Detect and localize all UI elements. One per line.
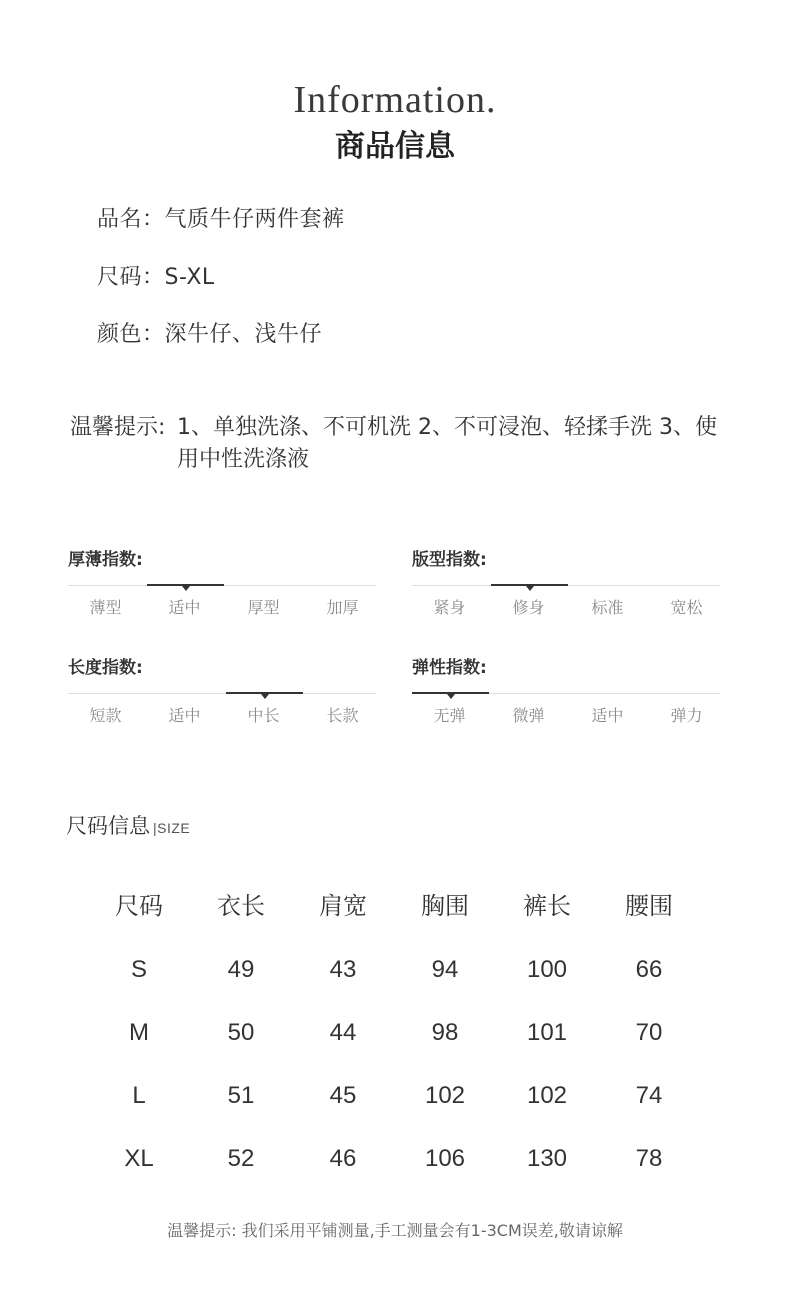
size-table-cell: L: [132, 1082, 146, 1109]
size-table-cell: 46: [329, 1145, 357, 1172]
info-label: 尺码：: [97, 265, 165, 290]
index-option: 适中: [168, 706, 201, 725]
info-value: 深牛仔、浅牛仔: [164, 322, 323, 347]
size-table-header-cell: 尺码: [115, 893, 163, 920]
size-table-cell: 102: [424, 1082, 466, 1109]
index-option: 长款: [326, 706, 359, 725]
size-table-header-row: [88, 875, 700, 938]
index-option: 适中: [591, 706, 624, 725]
size-table-header-cell: 衣长: [217, 893, 265, 920]
size-section-heading: [66, 812, 190, 842]
size-table-cell: 51: [227, 1082, 255, 1109]
size-table-header-cell: 裤长: [523, 893, 571, 920]
size-table-cell: S: [130, 956, 147, 983]
size-table-cell: 98: [431, 1019, 459, 1046]
size-table-cell: 66: [635, 956, 663, 983]
title-chinese: 商品信息: [335, 129, 455, 164]
index-option: 宽松: [670, 598, 703, 617]
size-section-title: 尺码信息: [66, 814, 150, 838]
index-title: 弹性指数:: [412, 658, 487, 678]
index-option: 无弹: [433, 706, 466, 725]
info-label: 颜色：: [97, 322, 165, 347]
size-table-cell: 130: [526, 1145, 568, 1172]
info-row-color: [97, 321, 322, 349]
size-table-cell: 101: [526, 1019, 568, 1046]
pointer-triangle-icon: [182, 586, 190, 591]
size-table-cell: 44: [329, 1019, 357, 1046]
info-row-size-range: [97, 264, 215, 292]
pointer-triangle-icon: [526, 586, 534, 591]
size-table-cell: 94: [431, 956, 459, 983]
index-option: 加厚: [326, 598, 359, 617]
title-english: Information.: [293, 79, 497, 121]
measurement-note: 温馨提示: 我们采用平铺测量,手工测量会有1-3CM误差,敬请谅解: [167, 1221, 623, 1240]
care-tip-line: 用中性洗涤液: [177, 447, 310, 472]
size-table-cell: 106: [424, 1145, 466, 1172]
index-option: 弹力: [670, 706, 703, 725]
size-section-subtitle: |SIZE: [153, 820, 191, 836]
index-option: 修身: [512, 598, 545, 617]
index-group-elasticity: [410, 656, 726, 736]
size-table-cell: 100: [526, 956, 568, 983]
size-table-cell: XL: [124, 1145, 154, 1172]
info-label: 品名：: [97, 207, 165, 232]
size-table-cell: M: [129, 1019, 149, 1046]
size-table-header-cell: 胸围: [421, 893, 469, 920]
size-table-cell: 49: [227, 956, 255, 983]
care-tip-label: 温馨提示:: [70, 415, 166, 440]
size-table-row: [88, 938, 700, 1001]
size-table-cell: 70: [635, 1019, 663, 1046]
index-scale-rule: [68, 693, 376, 694]
index-option: 厚型: [247, 598, 280, 617]
pointer-triangle-icon: [261, 694, 269, 699]
size-table-header-cell: 肩宽: [319, 893, 367, 920]
size-table-cell: 74: [635, 1082, 663, 1109]
info-value: S-XL: [164, 265, 215, 290]
index-group-fit: [410, 548, 726, 628]
info-value: 气质牛仔两件套裤: [164, 207, 345, 232]
index-title: 版型指数:: [412, 550, 487, 570]
size-table: [88, 875, 700, 1190]
index-group-length: [66, 656, 382, 736]
size-table-cell: 78: [635, 1145, 663, 1172]
index-title: 长度指数:: [68, 658, 143, 678]
size-table-row: [88, 1064, 700, 1127]
index-option: 中长: [247, 706, 280, 725]
size-table-cell: 43: [329, 956, 357, 983]
size-table-cell: 50: [227, 1019, 255, 1046]
index-option: 薄型: [89, 598, 122, 617]
size-table-cell: 45: [329, 1082, 357, 1109]
size-table-cell: 52: [227, 1145, 255, 1172]
index-option: 微弹: [512, 706, 545, 725]
pointer-triangle-icon: [447, 694, 455, 699]
size-table-cell: 102: [526, 1082, 568, 1109]
index-option: 紧身: [433, 598, 466, 617]
index-option: 标准: [591, 598, 624, 617]
care-tip-line: 1、单独洗涤、不可机洗 2、不可浸泡、轻揉手洗 3、使: [177, 415, 717, 440]
index-option: 短款: [89, 706, 122, 725]
size-table-row: [88, 1127, 700, 1190]
size-table-row: [88, 1001, 700, 1064]
size-table-header-cell: 腰围: [625, 893, 673, 920]
index-group-thickness: [66, 548, 382, 628]
info-row-product-name: [97, 206, 345, 234]
index-option: 适中: [168, 598, 201, 617]
index-title: 厚薄指数:: [68, 550, 143, 570]
